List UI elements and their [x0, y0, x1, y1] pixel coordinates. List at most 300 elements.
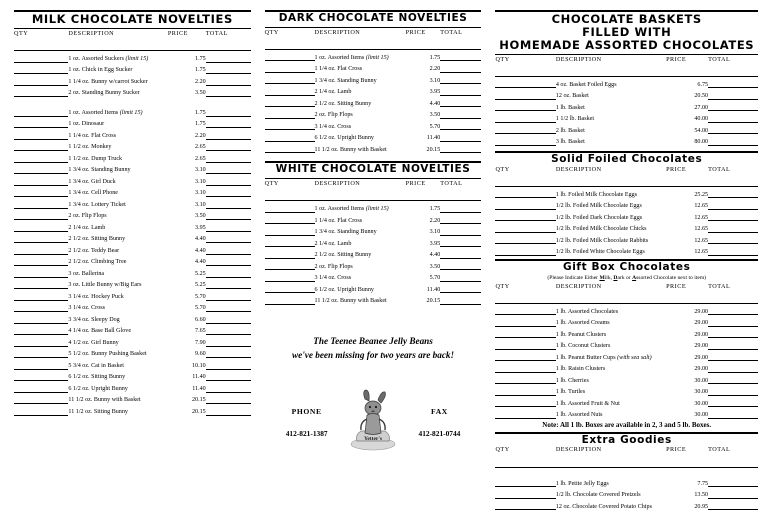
qty-input-line[interactable] — [14, 62, 68, 74]
qty-input-line[interactable] — [495, 384, 555, 396]
total-input-line[interactable] — [708, 326, 758, 338]
column-milk-chocolate — [4, 8, 259, 476]
total-input-line[interactable] — [440, 72, 481, 84]
total-input-line[interactable] — [206, 174, 251, 186]
item-price: 29.00 — [694, 320, 709, 327]
qty-input-line[interactable] — [265, 118, 315, 130]
table-row — [495, 122, 758, 134]
table-row — [265, 281, 482, 293]
item-price: 12.65 — [694, 237, 709, 244]
item-price: 20.95 — [694, 503, 709, 510]
item-limit-note: (limit 15) — [364, 54, 389, 61]
item-price: 3.50 — [195, 213, 206, 220]
qty-input-line[interactable] — [495, 498, 555, 510]
total-input-line[interactable] — [708, 88, 758, 100]
total-input-line[interactable] — [206, 116, 251, 128]
total-input-line[interactable] — [206, 243, 251, 255]
item-description: 11 1/2 oz. Bunny with Basket — [314, 298, 387, 305]
total-input-line[interactable] — [206, 404, 251, 416]
total-input-line[interactable] — [708, 315, 758, 327]
total-input-line[interactable] — [440, 212, 481, 224]
qty-input-line[interactable] — [14, 162, 68, 174]
qty-input-line[interactable] — [14, 139, 68, 151]
header-qty: QTY — [495, 55, 510, 63]
table-dark-chocolate — [265, 29, 482, 154]
header-qty: QTY — [495, 282, 510, 290]
total-input-line[interactable] — [440, 49, 481, 61]
total-input-line[interactable] — [708, 475, 758, 487]
table-row — [14, 162, 251, 174]
table-row — [495, 76, 758, 88]
table-row — [495, 244, 758, 256]
qty-input-line[interactable] — [265, 201, 315, 213]
item-description: 3 1/4 oz. Cross — [314, 275, 352, 282]
divider — [495, 54, 758, 55]
qty-input-line[interactable] — [495, 372, 555, 384]
item-description: 3 3/4 oz. Sleepy Dog — [68, 316, 120, 323]
total-input-line[interactable] — [708, 498, 758, 510]
total-input-line[interactable] — [206, 335, 251, 347]
qty-input-line[interactable] — [14, 85, 68, 97]
item-price: 2.20 — [429, 66, 441, 73]
item-description: 2 1/2 oz. Climbing Tree — [68, 259, 127, 266]
total-input-line[interactable] — [206, 266, 251, 278]
item-price: 40.00 — [694, 116, 709, 123]
table-row — [495, 475, 758, 487]
total-input-line[interactable] — [206, 254, 251, 266]
item-price: 3.10 — [429, 229, 441, 236]
item-price: 3.10 — [195, 178, 206, 185]
header-price: PRICE — [666, 165, 687, 173]
total-input-line[interactable] — [708, 99, 758, 111]
total-input-line[interactable] — [708, 361, 758, 373]
total-input-line[interactable] — [206, 312, 251, 324]
qty-input-line[interactable] — [495, 475, 555, 487]
qty-input-line[interactable] — [495, 349, 555, 361]
qty-input-line[interactable] — [495, 487, 555, 499]
qty-input-line[interactable] — [265, 212, 315, 224]
qty-input-line[interactable] — [265, 107, 315, 119]
qty-input-line[interactable] — [14, 105, 68, 117]
item-description: 12 oz. Basket — [555, 93, 589, 100]
table-row — [265, 72, 482, 84]
item-price: 20.50 — [694, 93, 709, 100]
item-description: 1/2 lb. Chocolate Covered Pretzels — [555, 492, 641, 499]
header-description: DESCRIPTION — [555, 282, 602, 290]
qty-input-line[interactable] — [265, 281, 315, 293]
item-description: 1 1/4 oz. Flat Cross — [314, 217, 363, 224]
total-input-line[interactable] — [206, 346, 251, 358]
total-input-line[interactable] — [440, 107, 481, 119]
qty-input-line[interactable] — [14, 231, 68, 243]
total-input-line[interactable] — [206, 105, 251, 117]
table-row — [14, 381, 251, 393]
qty-input-line[interactable] — [495, 232, 555, 244]
table-row — [265, 247, 482, 259]
header-qty: QTY — [264, 28, 279, 36]
total-input-line[interactable] — [206, 185, 251, 197]
item-price: 1.75 — [195, 67, 206, 74]
bunny-logo — [347, 389, 399, 456]
qty-input-line[interactable] — [265, 61, 315, 73]
table-row — [14, 335, 251, 347]
table-row — [265, 270, 482, 282]
qty-input-line[interactable] — [495, 88, 555, 100]
divider — [265, 27, 482, 28]
qty-input-line[interactable] — [495, 361, 555, 373]
item-description: 1/2 lb. Foiled White Chocolate Eggs — [555, 249, 645, 256]
total-input-line[interactable] — [440, 293, 481, 305]
item-description: 1 lb. Petite Jelly Eggs — [555, 480, 609, 487]
total-input-line[interactable] — [206, 85, 251, 97]
total-input-line[interactable] — [206, 323, 251, 335]
item-price: 2.65 — [195, 155, 206, 162]
header-qty: QTY — [495, 165, 510, 173]
item-price: 5.25 — [195, 282, 206, 289]
item-description: 2 1/2 oz. Teddy Bear — [68, 247, 120, 254]
header-price: PRICE — [167, 29, 188, 37]
subtitle-milk-initial: M — [599, 274, 605, 281]
qty-input-line[interactable] — [495, 407, 555, 419]
total-input-line[interactable] — [206, 277, 251, 289]
item-description: 11 1/2 oz. Sitting Bunny — [68, 408, 128, 415]
item-description: 1 lb. Basket — [555, 104, 585, 111]
item-price: 27.00 — [694, 104, 709, 111]
qty-input-line[interactable] — [495, 221, 555, 233]
qty-input-line[interactable] — [14, 323, 68, 335]
qty-input-line[interactable] — [265, 72, 315, 84]
qty-input-line[interactable] — [495, 99, 555, 111]
item-description: 1 1/2 oz. Monkey — [68, 144, 112, 151]
item-description: 2 oz. Standing Bunny Sucker — [68, 90, 140, 97]
total-input-line[interactable] — [708, 244, 758, 256]
item-description: 1 lb. Raisin Clusters — [555, 366, 606, 373]
qty-input-line[interactable] — [14, 289, 68, 301]
total-input-line[interactable] — [440, 95, 481, 107]
total-input-line[interactable] — [206, 51, 251, 63]
table-header-row — [265, 29, 482, 38]
total-input-line[interactable] — [708, 395, 758, 407]
table-row — [14, 174, 251, 186]
item-price: 1.75 — [195, 109, 206, 116]
total-input-line[interactable] — [206, 220, 251, 232]
qty-input-line[interactable] — [265, 49, 315, 61]
item-description: 2 oz. Flip Flops — [314, 112, 353, 119]
qty-input-line[interactable] — [495, 338, 555, 350]
item-description: 1 lb. Cherries — [555, 377, 589, 384]
table-row — [14, 197, 251, 209]
qty-input-line[interactable] — [14, 151, 68, 163]
total-input-line[interactable] — [440, 235, 481, 247]
item-price: 1.75 — [195, 121, 206, 128]
item-description: 1 lb. Coconut Clusters — [555, 343, 611, 350]
qty-input-line[interactable] — [495, 76, 555, 88]
total-input-line[interactable] — [708, 198, 758, 210]
item-price: 3.95 — [429, 240, 441, 247]
table-row — [14, 62, 251, 74]
item-description: 11 1/2 oz. Bunny with Basket — [314, 146, 387, 153]
qty-input-line[interactable] — [14, 277, 68, 289]
total-input-line[interactable] — [206, 300, 251, 312]
item-price: 3.95 — [429, 89, 441, 96]
qty-input-line[interactable] — [14, 266, 68, 278]
section-title-gift-box: Gift Box Chocolates — [563, 260, 691, 273]
subtitle-milk-rest: ilk, — [604, 274, 614, 281]
promo-line-2: we've been missing for two years are back! — [292, 349, 455, 360]
qty-input-line[interactable] — [14, 197, 68, 209]
total-input-line[interactable] — [206, 197, 251, 209]
header-total: TOTAL — [440, 28, 463, 36]
item-description: 1/2 lb. Foiled Milk Chocolate Rabbits — [555, 237, 649, 244]
item-price: 29.00 — [694, 354, 709, 361]
item-price: 5.70 — [195, 293, 206, 300]
total-input-line[interactable] — [440, 281, 481, 293]
total-input-line[interactable] — [206, 392, 251, 404]
section-title-milk-chocolate: MILK CHOCOLATE NOVELTIES — [31, 12, 233, 26]
qty-input-line[interactable] — [265, 130, 315, 142]
item-price: 29.00 — [694, 308, 709, 315]
header-underline — [495, 456, 758, 468]
table-row — [14, 358, 251, 370]
table-white-chocolate — [265, 180, 482, 305]
qty-input-line[interactable] — [14, 185, 68, 197]
item-price: 2.20 — [195, 78, 206, 85]
total-input-line[interactable] — [440, 224, 481, 236]
total-input-line[interactable] — [206, 381, 251, 393]
qty-input-line[interactable] — [265, 224, 315, 236]
qty-input-line[interactable] — [14, 128, 68, 140]
total-input-line[interactable] — [708, 487, 758, 499]
qty-input-line[interactable] — [495, 122, 555, 134]
total-input-line[interactable] — [708, 232, 758, 244]
table-row — [495, 326, 758, 338]
item-price: 29.00 — [694, 343, 709, 350]
item-description: 1 lb. Peanut Butter Cups (with sea salt) — [555, 354, 652, 361]
total-input-line[interactable] — [206, 139, 251, 151]
item-price: 12.65 — [694, 249, 709, 256]
item-description: 5 3/4 oz. Cat in Basket — [68, 362, 124, 369]
qty-input-line[interactable] — [14, 254, 68, 266]
item-price: 20.15 — [191, 408, 206, 415]
table-row — [14, 105, 251, 117]
total-input-line[interactable] — [708, 372, 758, 384]
qty-input-line[interactable] — [495, 134, 555, 146]
total-input-line[interactable] — [440, 270, 481, 282]
item-description: 2 lb. Basket — [555, 127, 585, 134]
item-description: 3 oz. Ballerina — [68, 270, 105, 277]
contact-info — [265, 389, 482, 456]
total-input-line[interactable] — [708, 111, 758, 123]
total-input-line[interactable] — [206, 74, 251, 86]
total-input-line[interactable] — [708, 349, 758, 361]
qty-input-line[interactable] — [495, 315, 555, 327]
qty-input-line[interactable] — [14, 346, 68, 358]
item-price: 12.65 — [694, 203, 709, 210]
item-description: 1 lb. Assorted Creams — [555, 320, 610, 327]
table-row — [495, 315, 758, 327]
qty-input-line[interactable] — [495, 303, 555, 315]
qty-input-line[interactable] — [495, 395, 555, 407]
total-input-line[interactable] — [708, 303, 758, 315]
qty-input-line[interactable] — [265, 293, 315, 305]
total-input-line[interactable] — [440, 61, 481, 73]
qty-input-line[interactable] — [265, 270, 315, 282]
qty-input-line[interactable] — [14, 74, 68, 86]
total-input-line[interactable] — [708, 186, 758, 198]
item-price: 3.50 — [195, 90, 206, 97]
fax-label: FAX — [431, 406, 448, 416]
qty-input-line[interactable] — [265, 235, 315, 247]
table-row — [265, 118, 482, 130]
total-input-line[interactable] — [206, 358, 251, 370]
item-description: 6 1/2 oz. Upright Bunny — [68, 385, 128, 392]
total-input-line[interactable] — [206, 128, 251, 140]
item-price: 30.00 — [694, 389, 709, 396]
total-input-line[interactable] — [440, 141, 481, 153]
table-row — [14, 185, 251, 197]
qty-input-line[interactable] — [14, 174, 68, 186]
total-input-line[interactable] — [206, 289, 251, 301]
item-description: 2 oz. Flip Flops — [68, 213, 107, 220]
qty-input-line[interactable] — [495, 198, 555, 210]
total-input-line[interactable] — [440, 258, 481, 270]
qty-input-line[interactable] — [265, 141, 315, 153]
fax-number: 412-821-0744 — [418, 428, 461, 438]
table-row — [495, 221, 758, 233]
total-input-line[interactable] — [206, 162, 251, 174]
qty-input-line[interactable] — [14, 220, 68, 232]
total-input-line[interactable] — [440, 201, 481, 213]
qty-input-line[interactable] — [14, 404, 68, 416]
item-description: 1 lb. Turtles — [555, 389, 586, 396]
header-description: DESCRIPTION — [555, 165, 602, 173]
item-price: 11.40 — [426, 135, 441, 142]
qty-input-line[interactable] — [265, 247, 315, 259]
total-input-line[interactable] — [708, 407, 758, 419]
qty-input-line[interactable] — [495, 326, 555, 338]
qty-input-line[interactable] — [14, 381, 68, 393]
table-solid-foiled — [495, 166, 758, 256]
total-input-line[interactable] — [708, 221, 758, 233]
total-input-line[interactable] — [708, 76, 758, 88]
item-price: 2.20 — [195, 132, 206, 139]
qty-input-line[interactable] — [14, 243, 68, 255]
qty-input-line[interactable] — [14, 51, 68, 63]
phone-number[interactable]: 412-821-1387 — [285, 428, 328, 438]
item-price: 20.15 — [191, 397, 206, 404]
header-qty: QTY — [14, 29, 29, 37]
item-limit-note: (limit 15) — [123, 55, 149, 62]
total-input-line[interactable] — [206, 208, 251, 220]
table-milk-chocolate — [14, 30, 251, 416]
table-row — [495, 303, 758, 315]
qty-input-line[interactable] — [495, 244, 555, 256]
item-description: 1 oz. Assorted Suckers (limit 15) — [68, 55, 149, 62]
table-row — [14, 139, 251, 151]
qty-input-line[interactable] — [14, 116, 68, 128]
table-row — [495, 338, 758, 350]
column-dark-white-chocolate — [259, 8, 488, 476]
table-row — [14, 404, 251, 416]
table-row — [14, 243, 251, 255]
qty-input-line[interactable] — [265, 95, 315, 107]
table-row — [495, 498, 758, 510]
qty-input-line[interactable] — [14, 335, 68, 347]
section-title-baskets-line-3: HOMEMADE ASSORTED CHOCOLATES — [499, 37, 755, 52]
fax-block — [403, 407, 475, 438]
item-price: 25.25 — [694, 191, 709, 198]
section-title-baskets-line-2: FILLED WITH — [582, 24, 672, 39]
total-input-line[interactable] — [440, 84, 481, 96]
qty-input-line[interactable] — [14, 312, 68, 324]
item-price: 4.40 — [429, 252, 441, 259]
header-qty: QTY — [495, 446, 510, 454]
total-input-line[interactable] — [440, 118, 481, 130]
qty-input-line[interactable] — [14, 208, 68, 220]
qty-input-line[interactable] — [14, 358, 68, 370]
total-input-line[interactable] — [708, 384, 758, 396]
section-title-extra-goodies: Extra Goodies — [581, 433, 672, 446]
total-input-line[interactable] — [206, 62, 251, 74]
total-input-line[interactable] — [708, 338, 758, 350]
item-description: 1 oz. Assorted Items (limit 15) — [314, 54, 389, 61]
total-input-line[interactable] — [206, 369, 251, 381]
qty-input-line[interactable] — [495, 209, 555, 221]
item-price: 7.75 — [697, 480, 709, 487]
table-row — [14, 128, 251, 140]
subtitle-dark-rest: ark or — [617, 274, 633, 281]
table-row — [495, 198, 758, 210]
total-input-line[interactable] — [708, 209, 758, 221]
header-description: DESCRIPTION — [314, 28, 361, 36]
item-description: 1/2 lb. Foiled Milk Chocolate Eggs — [555, 203, 642, 210]
total-input-line[interactable] — [206, 151, 251, 163]
total-input-line[interactable] — [440, 130, 481, 142]
table-row — [265, 293, 482, 305]
phone-label: PHONE — [291, 406, 322, 416]
header-underline — [495, 292, 758, 304]
qty-input-line[interactable] — [14, 392, 68, 404]
item-price: 20.15 — [426, 298, 441, 305]
qty-input-line[interactable] — [265, 258, 315, 270]
item-price: 2.65 — [195, 144, 206, 151]
logo-caption: Yetter's — [364, 435, 383, 442]
item-price: 4.40 — [195, 247, 206, 254]
header-total: TOTAL — [205, 29, 228, 37]
item-description: 1/2 lb. Foiled Dark Chocolate Eggs — [555, 214, 643, 221]
qty-input-line[interactable] — [495, 186, 555, 198]
table-row — [14, 231, 251, 243]
table-row — [495, 99, 758, 111]
item-limit-note: (limit 15) — [364, 206, 389, 213]
qty-input-line[interactable] — [14, 300, 68, 312]
qty-input-line[interactable] — [14, 369, 68, 381]
table-row — [265, 235, 482, 247]
table-row — [265, 141, 482, 153]
total-input-line[interactable] — [708, 134, 758, 146]
total-input-line[interactable] — [440, 247, 481, 259]
row-spacer — [495, 467, 758, 475]
item-price: 4.40 — [195, 259, 206, 266]
item-description: 1 lb. Assorted Fruit & Nut — [555, 400, 620, 407]
header-price: PRICE — [666, 282, 687, 290]
item-price: 29.00 — [694, 366, 709, 373]
total-input-line[interactable] — [708, 122, 758, 134]
table-row — [495, 384, 758, 396]
qty-input-line[interactable] — [265, 84, 315, 96]
total-input-line[interactable] — [206, 231, 251, 243]
qty-input-line[interactable] — [495, 111, 555, 123]
